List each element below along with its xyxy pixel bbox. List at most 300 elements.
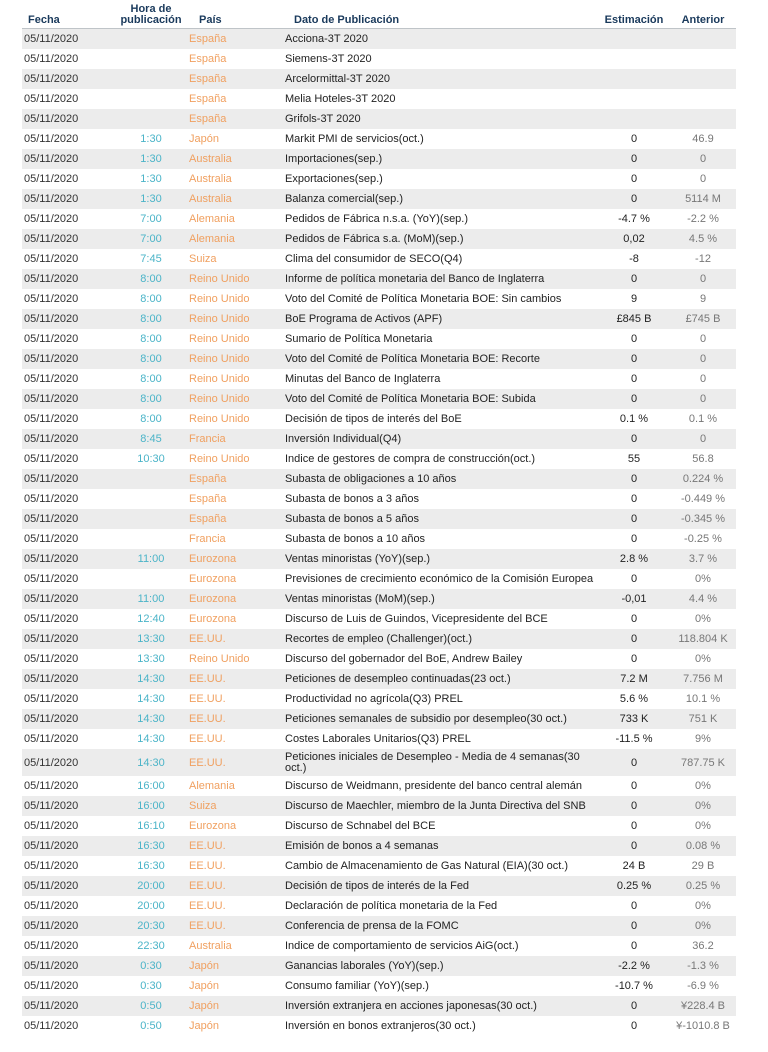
cell-previous: 0%	[695, 573, 711, 585]
cell-previous: £745 B	[685, 313, 721, 325]
cell-country: Japón	[189, 960, 219, 972]
cell-event: Balanza comercial(sep.)	[285, 193, 403, 205]
cell-estimate: 0	[630, 353, 638, 365]
cell-time: 8:00	[140, 293, 162, 305]
table-row	[22, 729, 736, 749]
cell-time: 20:30	[137, 920, 165, 932]
cell-previous: 0%	[695, 800, 711, 812]
cell-event: Recortes de empleo (Challenger)(oct.)	[285, 633, 473, 645]
table-row	[22, 896, 736, 916]
cell-country: España	[189, 513, 227, 525]
header-country: País	[199, 14, 222, 26]
cell-date: 05/11/2020	[24, 233, 79, 245]
cell-previous: 0.1 %	[688, 413, 718, 425]
cell-time: 0:50	[140, 1000, 162, 1012]
cell-event: Inversión extranjera en acciones japonesas(30 oct.)	[285, 1000, 537, 1012]
cell-date: 05/11/2020	[24, 33, 79, 45]
cell-date: 05/11/2020	[24, 756, 79, 769]
cell-country: EE.UU.	[189, 756, 226, 769]
cell-time: 11:00	[137, 553, 165, 565]
table-row	[22, 409, 736, 429]
table-row	[22, 29, 736, 49]
cell-time: 16:00	[137, 780, 165, 792]
table-row	[22, 856, 736, 876]
table-row	[22, 649, 736, 669]
cell-time: 7:00	[140, 233, 162, 245]
table-row	[22, 489, 736, 509]
cell-date: 05/11/2020	[24, 493, 79, 505]
table-row	[22, 249, 736, 269]
cell-date: 05/11/2020	[24, 453, 79, 465]
table-row	[22, 149, 736, 169]
table-row	[22, 796, 736, 816]
table-row	[22, 229, 736, 249]
table-row	[22, 69, 736, 89]
table-row	[22, 836, 736, 856]
cell-time: 8:00	[140, 413, 162, 425]
cell-previous: 10.1 %	[685, 693, 721, 705]
cell-previous: 0%	[695, 653, 711, 665]
cell-date: 05/11/2020	[24, 293, 79, 305]
cell-estimate: -11.5 %	[615, 733, 653, 745]
cell-date: 05/11/2020	[24, 353, 79, 365]
cell-country: Reino Unido	[189, 413, 250, 425]
cell-event: Sumario de Política Monetaria	[285, 333, 433, 345]
cell-date: 05/11/2020	[24, 213, 79, 225]
table-row	[22, 429, 736, 449]
cell-event: Subasta de bonos a 10 años	[285, 533, 426, 545]
table-row	[22, 776, 736, 796]
cell-time: 8:00	[140, 373, 162, 385]
cell-estimate: 0	[630, 940, 638, 952]
cell-country: Japón	[189, 1000, 219, 1012]
cell-event: Subasta de bonos a 3 años	[285, 493, 419, 505]
cell-date: 05/11/2020	[24, 373, 79, 385]
cell-previous: 0.224 %	[682, 473, 724, 485]
cell-date: 05/11/2020	[24, 593, 79, 605]
cell-time: 1:30	[140, 173, 162, 185]
cell-event: Acciona-3T 2020	[285, 33, 368, 45]
cell-estimate: -4.7 %	[618, 213, 650, 225]
cell-date: 05/11/2020	[24, 193, 79, 205]
cell-date: 05/11/2020	[24, 820, 79, 832]
cell-previous: 0.08 %	[685, 840, 721, 852]
header-estimate: Estimación	[604, 14, 664, 26]
cell-time: 14:30	[137, 673, 165, 685]
header-time	[119, 4, 183, 28]
cell-country: Reino Unido	[189, 353, 250, 365]
cell-estimate: -8	[629, 253, 639, 265]
cell-date: 05/11/2020	[24, 153, 79, 165]
table-row	[22, 169, 736, 189]
cell-date: 05/11/2020	[24, 713, 79, 725]
cell-estimate: 0	[630, 153, 638, 165]
cell-event: Índice de comportamiento de servicios AiG(oct.)	[285, 940, 519, 952]
cell-country: Suiza	[189, 800, 217, 812]
cell-date: 05/11/2020	[24, 880, 79, 892]
cell-previous: -12	[695, 253, 711, 265]
cell-date: 05/11/2020	[24, 1000, 79, 1012]
header-date: Fecha	[28, 14, 60, 26]
cell-date: 05/11/2020	[24, 800, 79, 812]
cell-previous: 7.756 M	[683, 673, 723, 685]
cell-country: Australia	[189, 173, 232, 185]
table-row	[22, 189, 736, 209]
cell-date: 05/11/2020	[24, 393, 79, 405]
cell-country: España	[189, 53, 227, 65]
cell-estimate: 0	[630, 633, 638, 645]
cell-estimate: 0	[630, 780, 638, 792]
cell-event: Voto del Comité de Política Monetaria BOE: Sin cambios	[285, 293, 562, 305]
table-row	[22, 369, 736, 389]
cell-estimate: 0	[630, 393, 638, 405]
cell-estimate: 0	[630, 800, 638, 812]
cell-date: 05/11/2020	[24, 693, 79, 705]
cell-previous: 0	[699, 353, 707, 365]
cell-event: Inversión en bonos extranjeros(30 oct.)	[285, 1020, 476, 1032]
cell-country: Eurozona	[189, 593, 237, 605]
cell-country: Japón	[189, 133, 219, 145]
table-row	[22, 529, 736, 549]
cell-event: Consumo familiar (YoY)(sep.)	[285, 980, 429, 992]
table-row	[22, 816, 736, 836]
cell-date: 05/11/2020	[24, 553, 79, 565]
cell-date: 05/11/2020	[24, 333, 79, 345]
cell-event: Decisión de tipos de interés del BoE	[285, 413, 462, 425]
cell-time: 13:30	[137, 633, 165, 645]
cell-event: Voto del Comité de Política Monetaria BOE: Subida	[285, 393, 536, 405]
cell-date: 05/11/2020	[24, 840, 79, 852]
table-row	[22, 609, 736, 629]
cell-event: Índice de gestores de compra de construcción(oct.)	[285, 453, 536, 465]
cell-estimate: 0	[630, 756, 638, 769]
cell-time: 14:30	[137, 713, 165, 725]
cell-event: Inversión Individual(Q4)	[285, 433, 402, 445]
cell-time: 16:00	[137, 800, 165, 812]
cell-estimate: 0	[630, 473, 638, 485]
cell-country: Eurozona	[189, 613, 237, 625]
table-row	[22, 329, 736, 349]
cell-previous: 0	[699, 393, 707, 405]
cell-country: EE.UU.	[189, 633, 226, 645]
table-row	[22, 509, 736, 529]
cell-time: 8:00	[140, 353, 162, 365]
cell-event: Clima del consumidor de SECO(Q4)	[285, 253, 463, 265]
cell-event: Decisión de tipos de interés de la Fed	[285, 880, 470, 892]
cell-date: 05/11/2020	[24, 733, 79, 745]
cell-previous: -0.25 %	[684, 533, 722, 545]
cell-time: 0:30	[140, 960, 162, 972]
cell-date: 05/11/2020	[24, 253, 79, 265]
cell-event: Discurso de Luis de Guindos, Vicepresidente del BCE	[285, 613, 548, 625]
table-row	[22, 876, 736, 896]
cell-previous: 3.7 %	[688, 553, 718, 565]
cell-country: Reino Unido	[189, 453, 250, 465]
table-row	[22, 956, 736, 976]
cell-previous: -6.9 %	[687, 980, 719, 992]
cell-event: Arcelormittal-3T 2020	[285, 73, 390, 85]
cell-event: Subasta de obligaciones a 10 años	[285, 473, 457, 485]
cell-previous: 0	[699, 433, 707, 445]
cell-time: 14:30	[137, 733, 165, 745]
cell-event: Ventas minoristas (YoY)(sep.)	[285, 553, 431, 565]
cell-previous: 0%	[695, 900, 711, 912]
table-row	[22, 289, 736, 309]
header-previous: Anterior	[681, 14, 725, 26]
table-row	[22, 389, 736, 409]
cell-estimate: 0	[630, 173, 638, 185]
cell-country: EE.UU.	[189, 713, 226, 725]
table-row	[22, 629, 736, 649]
cell-country: Eurozona	[189, 553, 237, 565]
cell-estimate: 0	[630, 840, 638, 852]
cell-event: Peticiones de desempleo continuadas(23 oct.)	[285, 673, 511, 685]
cell-country: Eurozona	[189, 820, 237, 832]
cell-country: Japón	[189, 980, 219, 992]
table-row	[22, 449, 736, 469]
cell-previous: 5114 M	[685, 193, 721, 205]
cell-event: Ventas minoristas (MoM)(sep.)	[285, 593, 435, 605]
cell-event: Melia Hoteles-3T 2020	[285, 93, 396, 105]
cell-estimate: £845 B	[616, 313, 652, 325]
cell-time: 20:00	[137, 880, 165, 892]
cell-previous: 0.25 %	[685, 880, 721, 892]
cell-previous: 4.5 %	[688, 233, 718, 245]
cell-event: Emisión de bonos a 4 semanas	[285, 840, 439, 852]
cell-previous: -0.345 %	[680, 513, 726, 525]
cell-time: 14:30	[137, 756, 165, 769]
table-row	[22, 209, 736, 229]
cell-date: 05/11/2020	[24, 780, 79, 792]
cell-previous: 4.4 %	[688, 593, 718, 605]
cell-previous: 0%	[695, 820, 711, 832]
cell-previous: 36.2	[692, 940, 714, 952]
cell-country: EE.UU.	[189, 840, 226, 852]
cell-time: 22:30	[137, 940, 165, 952]
cell-event: Pedidos de Fábrica s.a. (MoM)(sep.)	[285, 233, 464, 245]
cell-event: Productividad no agrícola(Q3) PREL	[285, 693, 463, 705]
cell-date: 05/11/2020	[24, 900, 79, 912]
table-row	[22, 349, 736, 369]
cell-date: 05/11/2020	[24, 860, 79, 872]
cell-event: Cambio de Almacenamiento de Gas Natural (EIA)(30 oct.)	[285, 860, 569, 872]
cell-estimate: 0.25 %	[616, 880, 652, 892]
cell-estimate: -0,01	[621, 593, 647, 605]
cell-time: 10:30	[137, 453, 165, 465]
cell-previous: 46.9	[692, 133, 714, 145]
cell-date: 05/11/2020	[24, 433, 79, 445]
cell-date: 05/11/2020	[24, 573, 79, 585]
cell-country: Reino Unido	[189, 273, 250, 285]
cell-date: 05/11/2020	[24, 673, 79, 685]
cell-estimate: 0	[630, 373, 638, 385]
cell-date: 05/11/2020	[24, 633, 79, 645]
cell-date: 05/11/2020	[24, 53, 79, 65]
cell-country: Reino Unido	[189, 313, 250, 325]
cell-country: Australia	[189, 153, 232, 165]
cell-estimate: 0	[630, 573, 638, 585]
table-row	[22, 936, 736, 956]
cell-event: Minutas del Banco de Inglaterra	[285, 373, 441, 385]
cell-time: 8:00	[140, 333, 162, 345]
cell-previous: 787.75 K	[680, 756, 726, 769]
table-row	[22, 689, 736, 709]
cell-time: 8:00	[140, 313, 162, 325]
cell-country: España	[189, 33, 227, 45]
cell-previous: ¥-1010.8 B	[676, 1020, 730, 1032]
cell-time: 11:00	[137, 593, 165, 605]
cell-time: 8:00	[140, 273, 162, 285]
table-row	[22, 996, 736, 1016]
cell-date: 05/11/2020	[24, 313, 79, 325]
cell-country: Reino Unido	[189, 373, 250, 385]
cell-country: Francia	[189, 533, 226, 545]
cell-estimate: 0	[630, 493, 638, 505]
cell-country: España	[189, 73, 227, 85]
cell-estimate: 7.2 M	[620, 673, 648, 685]
cell-date: 05/11/2020	[24, 413, 79, 425]
cell-estimate: 0	[630, 820, 638, 832]
cell-date: 05/11/2020	[24, 533, 79, 545]
cell-event: Costes Laborales Unitarios(Q3) PREL	[285, 733, 471, 745]
cell-event: Ganancias laborales (YoY)(sep.)	[285, 960, 444, 972]
cell-time: 12:40	[137, 613, 165, 625]
cell-country: EE.UU.	[189, 900, 226, 912]
table-row	[22, 549, 736, 569]
cell-time: 8:00	[140, 393, 162, 405]
table-row	[22, 129, 736, 149]
cell-date: 05/11/2020	[24, 980, 79, 992]
cell-estimate: 0	[630, 193, 638, 205]
cell-event: Conferencia de prensa de la FOMC	[285, 920, 459, 932]
cell-time: 13:30	[137, 653, 165, 665]
cell-time: 14:30	[137, 693, 165, 705]
cell-estimate: 0	[630, 433, 638, 445]
cell-country: Alemania	[189, 780, 235, 792]
cell-previous: 0	[699, 373, 707, 385]
cell-date: 05/11/2020	[24, 653, 79, 665]
cell-estimate: 0	[630, 1000, 638, 1012]
cell-estimate: 0	[630, 133, 638, 145]
cell-country: Japón	[189, 1020, 219, 1032]
cell-date: 05/11/2020	[24, 73, 79, 85]
table-header	[22, 0, 736, 29]
cell-estimate: 0	[630, 900, 638, 912]
table-row	[22, 269, 736, 289]
table-row	[22, 916, 736, 936]
table-row	[22, 89, 736, 109]
cell-country: Francia	[189, 433, 226, 445]
cell-date: 05/11/2020	[24, 1020, 79, 1032]
cell-date: 05/11/2020	[24, 93, 79, 105]
cell-country: EE.UU.	[189, 673, 226, 685]
cell-country: Australia	[189, 193, 232, 205]
cell-event: Discurso del gobernador del BoE, Andrew Bailey	[285, 653, 523, 665]
cell-estimate: 0.1 %	[619, 413, 649, 425]
cell-country: EE.UU.	[189, 880, 226, 892]
cell-previous: 9%	[695, 733, 711, 745]
cell-event: Markit PMI de servicios(oct.)	[285, 133, 424, 145]
cell-previous: -0.449 %	[680, 493, 726, 505]
cell-event: Previsiones de crecimiento económico de la Comisión Europea	[285, 573, 594, 585]
cell-date: 05/11/2020	[24, 473, 79, 485]
table-row	[22, 669, 736, 689]
cell-previous: 9	[699, 293, 707, 305]
cell-country: Reino Unido	[189, 333, 250, 345]
cell-country: Australia	[189, 940, 232, 952]
cell-estimate: -2.2 %	[618, 960, 650, 972]
cell-date: 05/11/2020	[24, 940, 79, 952]
cell-event: Peticiones semanales de subsidio por desempleo(30 oct.)	[285, 713, 567, 725]
cell-estimate: 0	[630, 273, 638, 285]
cell-estimate: 55	[627, 453, 641, 465]
header-time-line2: publicación	[120, 14, 182, 26]
cell-event: Subasta de bonos a 5 años	[285, 513, 419, 525]
cell-date: 05/11/2020	[24, 613, 79, 625]
cell-country: España	[189, 113, 227, 125]
cell-date: 05/11/2020	[24, 920, 79, 932]
cell-date: 05/11/2020	[24, 113, 79, 125]
cell-previous: 0	[699, 333, 707, 345]
cell-estimate: 0	[630, 613, 638, 625]
cell-estimate: 0	[630, 513, 638, 525]
cell-time: 7:00	[140, 213, 162, 225]
cell-estimate: -10.7 %	[615, 980, 653, 992]
header-event: Dato de Publicación	[294, 14, 400, 26]
cell-estimate: 0	[630, 653, 638, 665]
cell-previous: 0	[699, 153, 707, 165]
cell-country: Reino Unido	[189, 653, 250, 665]
cell-previous: -1.3 %	[687, 960, 719, 972]
cell-estimate: 0	[630, 920, 638, 932]
table-row	[22, 976, 736, 996]
cell-country: EE.UU.	[189, 733, 226, 745]
cell-country: Alemania	[189, 213, 235, 225]
cell-estimate: 2.8 %	[619, 553, 649, 565]
cell-country: Eurozona	[189, 573, 237, 585]
table-row	[22, 1016, 736, 1036]
cell-event: Importaciones(sep.)	[285, 153, 383, 165]
cell-estimate: 5.6 %	[619, 693, 649, 705]
cell-time: 16:10	[137, 820, 165, 832]
cell-event: Discurso de Schnabel del BCE	[285, 820, 436, 832]
cell-time: 20:00	[137, 900, 165, 912]
cell-event: Pedidos de Fábrica n.s.a. (YoY)(sep.)	[285, 213, 469, 225]
cell-country: España	[189, 473, 227, 485]
table-row	[22, 749, 736, 776]
table-body	[22, 29, 736, 1036]
cell-event: Declaración de política monetaria de la Fed	[285, 900, 498, 912]
cell-event: Voto del Comité de Política Monetaria BOE: Recorte	[285, 353, 540, 365]
cell-country: España	[189, 93, 227, 105]
header-time-line1: Hora de	[130, 3, 172, 15]
cell-estimate: 0	[630, 333, 638, 345]
cell-time: 16:30	[137, 840, 165, 852]
cell-estimate: 0,02	[623, 233, 645, 245]
cell-country: EE.UU.	[189, 693, 226, 705]
cell-time: 16:30	[137, 860, 165, 872]
cell-country: Reino Unido	[189, 293, 250, 305]
cell-event: Grifols-3T 2020	[285, 113, 361, 125]
table-row	[22, 709, 736, 729]
cell-previous: 0%	[695, 920, 711, 932]
cell-date: 05/11/2020	[24, 513, 79, 525]
cell-previous: 0	[699, 273, 707, 285]
cell-previous: -2.2 %	[687, 213, 719, 225]
cell-event: Discurso de Maechler, miembro de la Junta Directiva del SNB	[285, 800, 586, 812]
cell-previous: 118.804 K	[678, 633, 728, 645]
cell-event: Peticiones iniciales de Desempleo - Media de 4 semanas(30 oct.)	[285, 751, 580, 774]
